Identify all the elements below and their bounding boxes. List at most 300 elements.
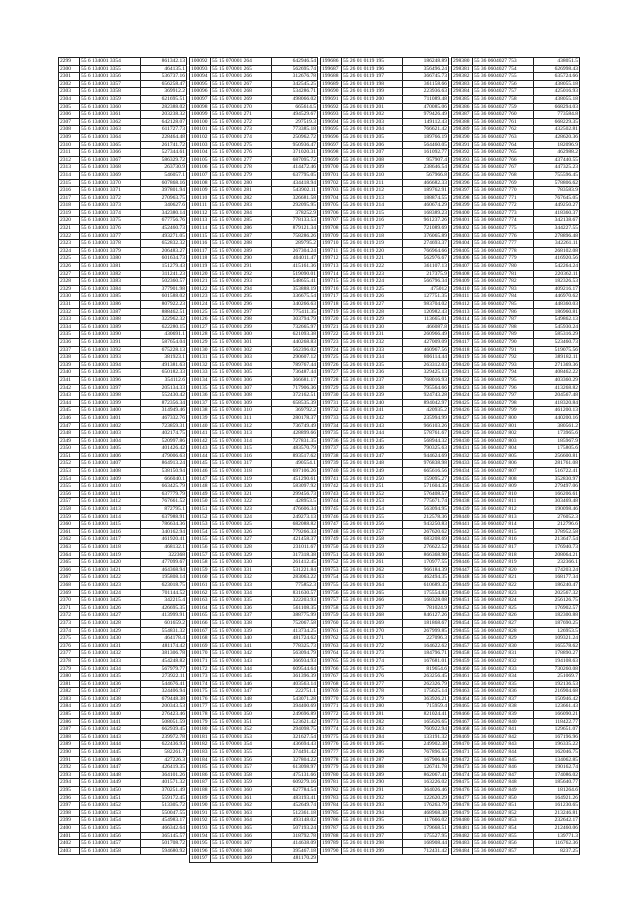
row-value: 983704.02 [403, 301, 449, 309]
row-value: 583097.92 [272, 483, 318, 491]
row-code: 55 15 070001 296 [211, 301, 272, 309]
row-index: 2316 [59, 187, 80, 195]
row-code: 55 6 134001 3456 [80, 832, 141, 840]
table-row [59, 308, 187, 316]
row-code: 55 15 070001 330 [211, 559, 272, 567]
row-index: 199756 [321, 589, 342, 597]
row-code: 55 26 01 0119 208 [342, 156, 403, 164]
row-index: 2341 [59, 376, 80, 384]
row-value: 464135.1 [141, 65, 187, 73]
table-row [59, 263, 187, 271]
row-value: 768016.93 [403, 376, 449, 384]
table-row [190, 202, 318, 210]
row-index: 199784 [321, 802, 342, 810]
row-value: 475131.66 [272, 771, 318, 779]
row-index: 100101 [190, 126, 211, 134]
row-value: 607868.16 [141, 179, 187, 187]
row-index: 298464 [452, 695, 473, 703]
row-code: 55 26 01 0119 253 [342, 498, 403, 506]
row-value: 775671.74 [403, 498, 449, 506]
row-index: 2301 [59, 73, 80, 81]
row-index: 199716 [321, 285, 342, 293]
row-index: 298397 [452, 187, 473, 195]
row-index: 298445 [452, 551, 473, 559]
row-index: 199741 [321, 475, 342, 483]
table-row [321, 430, 449, 438]
row-code: 55 6 134001 3367 [80, 156, 141, 164]
row-value: 477099.67 [141, 559, 187, 567]
table-row [321, 331, 449, 339]
table-row [321, 65, 449, 73]
row-value: 294098.75 [272, 726, 318, 734]
row-index: 199786 [321, 817, 342, 825]
row-code: 55 15 070001 329 [211, 551, 272, 559]
row-code: 55 6 134001 3451 [80, 794, 141, 802]
table-row [321, 779, 449, 787]
row-index: 100124 [190, 301, 211, 309]
row-index: 199734 [321, 422, 342, 430]
row-index: 2394 [59, 779, 80, 787]
row-index: 100119 [190, 263, 211, 271]
row-value: 461920.41 [141, 536, 187, 544]
row-code: 55 6 134001 3422 [80, 574, 141, 582]
row-code: 55 15 070001 343 [211, 657, 272, 665]
row-value: 329425.13 [403, 369, 449, 377]
row-code: 55 6 134001 3409 [80, 475, 141, 483]
row-index: 100122 [190, 285, 211, 293]
row-code: 55 6 134001 3436 [80, 680, 141, 688]
row-code: 55 6 134001 3442 [80, 726, 141, 734]
row-value: 194108.63 [534, 657, 580, 665]
row-value: 174203.24 [534, 566, 580, 574]
row-index: 199707 [321, 217, 342, 225]
row-index: 298388 [452, 118, 473, 126]
row-index: 199781 [321, 779, 342, 787]
row-code: 55 26 01 0119 201 [342, 103, 403, 111]
row-index: 100144 [190, 452, 211, 460]
row-code: 55 26 01 0119 296 [342, 824, 403, 832]
row-index: 199774 [321, 726, 342, 734]
row-index: 100168 [190, 635, 211, 643]
table-row [452, 331, 580, 339]
row-code: 55 26 01 0119 267 [342, 604, 403, 612]
row-index: 2342 [59, 384, 80, 392]
row-index: 100114 [190, 225, 211, 233]
table-row [452, 437, 580, 445]
table-row [190, 642, 318, 650]
table-row [59, 338, 187, 346]
table-row [190, 650, 318, 658]
table-row [59, 764, 187, 772]
row-value: 481724.62 [272, 635, 318, 643]
table-row [190, 232, 318, 240]
row-value: 280178.37 [272, 414, 318, 422]
table-row [59, 490, 187, 498]
row-code: 55 36 0604027 829 [473, 635, 534, 643]
row-code: 55 15 070001 272 [211, 118, 272, 126]
row-value: 381923.1 [141, 354, 187, 362]
row-code: 55 15 070001 283 [211, 202, 272, 210]
table-row [190, 80, 318, 88]
row-code: 55 6 134001 3398 [80, 392, 141, 400]
row-code: 55 6 134001 3453 [80, 809, 141, 817]
table-row [59, 384, 187, 392]
table-row [59, 794, 187, 802]
table-row [452, 483, 580, 491]
row-index: 100159 [190, 566, 211, 574]
row-index: 199740 [321, 468, 342, 476]
table-row [59, 103, 187, 111]
table-row [190, 665, 318, 673]
table-row [321, 255, 449, 263]
table-row [59, 80, 187, 88]
row-index: 199698 [321, 149, 342, 157]
row-value: 418360.37 [534, 209, 580, 217]
row-index: 100190 [190, 802, 211, 810]
table-row [321, 58, 449, 66]
table-row [452, 118, 580, 126]
row-code: 55 26 01 0119 274 [342, 657, 403, 665]
row-value: 760922.94 [403, 726, 449, 734]
row-code: 55 36 0604027 765 [473, 149, 534, 157]
row-value: 778325.73 [272, 642, 318, 650]
table-row [452, 452, 580, 460]
row-code: 55 6 134001 3437 [80, 688, 141, 696]
row-index: 2373 [59, 619, 80, 627]
row-index: 2385 [59, 711, 80, 719]
table-row [321, 536, 449, 544]
row-index: 199776 [321, 741, 342, 749]
row-index: 298394 [452, 164, 473, 172]
row-value: 164921.26 [534, 794, 580, 802]
row-index: 199742 [321, 483, 342, 491]
row-code: 55 6 134001 3373 [80, 202, 141, 210]
row-index: 2403 [59, 847, 80, 855]
row-code: 55 36 0604027 798 [473, 399, 534, 407]
row-value: 613098.97 [272, 764, 318, 772]
row-code: 55 36 0604027 823 [473, 589, 534, 597]
row-index: 100148 [190, 483, 211, 491]
table-row [59, 741, 187, 749]
row-code: 55 36 0604027 760 [473, 111, 534, 119]
table-row [190, 430, 318, 438]
row-code: 55 36 0604027 824 [473, 597, 534, 605]
row-index: 199749 [321, 536, 342, 544]
row-value: 462494.35 [403, 574, 449, 582]
table-row [452, 787, 580, 795]
table-row [59, 779, 187, 787]
row-code: 55 26 01 0119 243 [342, 422, 403, 430]
row-value: 190098.46 [534, 506, 580, 514]
row-value: 149112.43 [403, 118, 449, 126]
row-index: 100158 [190, 559, 211, 567]
row-value: 767661.52 [141, 498, 187, 506]
row-index: 2310 [59, 141, 80, 149]
row-code: 55 15 070001 274 [211, 133, 272, 141]
row-value: 126953.5 [534, 627, 580, 635]
row-value: 394400.69 [272, 703, 318, 711]
row-code: 55 15 070001 359 [211, 779, 272, 787]
row-index: 100116 [190, 240, 211, 248]
row-index: 298389 [452, 126, 473, 134]
row-value: 182096.9 [534, 141, 580, 149]
row-code: 55 36 0604027 849 [473, 787, 534, 795]
table-row [452, 399, 580, 407]
table-row [190, 490, 318, 498]
row-value: 278896.48 [534, 232, 580, 240]
table-row [190, 407, 318, 415]
row-index: 100099 [190, 111, 211, 119]
row-index: 199712 [321, 255, 342, 263]
row-value: 476606.34 [272, 506, 318, 514]
row-code: 55 6 134001 3449 [80, 779, 141, 787]
table-row [452, 627, 580, 635]
row-value: 637988.91 [141, 513, 187, 521]
row-index: 100137 [190, 399, 211, 407]
row-value: 159095.27 [403, 475, 449, 483]
row-index: 2336 [59, 338, 80, 346]
row-index: 100189 [190, 794, 211, 802]
table-row [452, 323, 580, 331]
data-table [451, 57, 580, 855]
table-column-3 [320, 57, 447, 863]
row-value: 567979.77 [141, 665, 187, 673]
row-code: 55 36 0604027 811 [473, 498, 534, 506]
row-index: 100146 [190, 468, 211, 476]
row-code: 55 26 01 0119 215 [342, 209, 403, 217]
table-row [190, 278, 318, 286]
row-index: 199686 [321, 58, 342, 66]
row-index: 2333 [59, 316, 80, 324]
row-code: 55 6 134001 3434 [80, 665, 141, 673]
row-code: 55 6 134001 3399 [80, 399, 141, 407]
row-value: 166090.21 [534, 711, 580, 719]
row-code: 55 26 01 0119 258 [342, 536, 403, 544]
row-code: 55 26 01 0119 212 [342, 187, 403, 195]
row-index: 199721 [321, 323, 342, 331]
row-index: 2324 [59, 247, 80, 255]
row-value: 340627.6 [141, 202, 187, 210]
row-index: 2334 [59, 323, 80, 331]
table-row [59, 88, 187, 96]
table-row [321, 285, 449, 293]
table-row [59, 627, 187, 635]
table-row [190, 346, 318, 354]
row-value: 682088.82 [272, 521, 318, 529]
row-code: 55 6 134001 3380 [80, 255, 141, 263]
row-index: 100095 [190, 80, 211, 88]
table-row [321, 733, 449, 741]
row-code: 55 15 070001 269 [211, 95, 272, 103]
row-value: 872356.34 [141, 399, 187, 407]
row-value: 353888.19 [272, 285, 318, 293]
table-row [59, 528, 187, 536]
table-row [59, 331, 187, 339]
row-code: 55 26 01 0119 280 [342, 703, 403, 711]
table-row [59, 688, 187, 696]
row-index: 2312 [59, 156, 80, 164]
row-index: 298474 [452, 771, 473, 779]
row-value: 290607.12 [272, 354, 318, 362]
row-value: 196335.22 [534, 741, 580, 749]
table-row [190, 263, 318, 271]
row-code: 55 15 070001 319 [211, 475, 272, 483]
row-value: 736487.44 [272, 369, 318, 377]
row-value: 232366.1 [534, 559, 580, 567]
row-value: 464368.94 [141, 566, 187, 574]
row-value: 519075.56 [534, 346, 580, 354]
row-index: 2337 [59, 346, 80, 354]
row-index: 298391 [452, 141, 473, 149]
row-index: 2402 [59, 840, 80, 848]
table-row [59, 133, 187, 141]
row-value: 185967.9 [534, 437, 580, 445]
row-index: 199735 [321, 430, 342, 438]
row-index: 298450 [452, 589, 473, 597]
row-index: 298440 [452, 513, 473, 521]
row-code: 55 36 0604027 806 [473, 460, 534, 468]
table-row [452, 80, 580, 88]
row-value: 397801.94 [141, 187, 187, 195]
table-row [190, 126, 318, 134]
row-index: 2322 [59, 232, 80, 240]
table-row [190, 483, 318, 491]
row-value: 352830.97 [534, 475, 580, 483]
row-value: 8237.25 [534, 847, 580, 855]
row-value: 202567.32 [534, 589, 580, 597]
table-row [321, 657, 449, 665]
row-index: 100153 [190, 521, 211, 529]
row-value: 369912.2 [141, 88, 187, 96]
row-code: 55 6 134001 3428 [80, 619, 141, 627]
row-index: 2379 [59, 665, 80, 673]
row-index: 100149 [190, 490, 211, 498]
row-code: 55 36 0604027 847 [473, 771, 534, 779]
row-code: 55 36 0604027 827 [473, 619, 534, 627]
row-code: 55 6 134001 3354 [80, 58, 141, 66]
row-value: 408462.22 [534, 369, 580, 377]
row-code: 55 15 070001 349 [211, 703, 272, 711]
row-index: 100175 [190, 688, 211, 696]
row-code: 55 36 0604027 844 [473, 749, 534, 757]
row-code: 55 6 134001 3433 [80, 657, 141, 665]
row-index: 100178 [190, 711, 211, 719]
row-value: 190162.74 [534, 764, 580, 772]
row-index: 2387 [59, 726, 80, 734]
row-value: 621093.38 [272, 331, 318, 339]
row-index: 298393 [452, 156, 473, 164]
row-index: 100115 [190, 232, 211, 240]
row-code: 55 36 0604027 769 [473, 179, 534, 187]
row-index: 298422 [452, 376, 473, 384]
row-index: 298482 [452, 832, 473, 840]
row-index: 2386 [59, 718, 80, 726]
row-index: 199728 [321, 376, 342, 384]
data-table [189, 57, 318, 863]
row-index: 298417 [452, 338, 473, 346]
row-index: 298468 [452, 726, 473, 734]
row-index: 298383 [452, 80, 473, 88]
table-row [190, 787, 318, 795]
row-value: 113665.01 [403, 316, 449, 324]
row-index: 100126 [190, 316, 211, 324]
row-index: 199720 [321, 316, 342, 324]
table-row [190, 635, 318, 643]
row-index: 298432 [452, 452, 473, 460]
row-value: 979426.49 [403, 111, 449, 119]
row-value: 623018.75 [141, 581, 187, 589]
row-index: 298412 [452, 301, 473, 309]
row-code: 55 15 070001 369 [211, 855, 272, 863]
table-row [321, 103, 449, 111]
row-value: 779266.33 [272, 528, 318, 536]
row-value: 231011.67 [272, 544, 318, 552]
row-index: 100184 [190, 756, 211, 764]
row-index: 2376 [59, 642, 80, 650]
row-index: 199695 [321, 126, 342, 134]
row-value: 212460.06 [534, 824, 580, 832]
row-index: 2320 [59, 217, 80, 225]
row-index: 100152 [190, 513, 211, 521]
row-value: 208064.21 [534, 551, 580, 559]
row-value: 256600.81 [534, 452, 580, 460]
row-index: 298455 [452, 627, 473, 635]
table-row [59, 657, 187, 665]
table-row [452, 688, 580, 696]
row-value: 260966.49 [403, 331, 449, 339]
table-row [190, 217, 318, 225]
row-index: 199714 [321, 270, 342, 278]
row-index: 100145 [190, 460, 211, 468]
table-row [321, 308, 449, 316]
row-value: 118422.77 [534, 718, 580, 726]
row-index: 298481 [452, 824, 473, 832]
row-value: 354112.6 [141, 376, 187, 384]
row-index: 199766 [321, 665, 342, 673]
row-value: 554831.32 [141, 627, 187, 635]
row-value: 562396.02 [272, 346, 318, 354]
table-row [452, 711, 580, 719]
row-code: 55 15 070001 342 [211, 650, 272, 658]
row-code: 55 15 070001 312 [211, 422, 272, 430]
table-row [452, 217, 580, 225]
table-row [190, 73, 318, 81]
row-index: 298471 [452, 749, 473, 757]
row-index: 298459 [452, 657, 473, 665]
row-code: 55 26 01 0119 266 [342, 597, 403, 605]
row-value: 363926.21 [403, 695, 449, 703]
table-row [190, 824, 318, 832]
table-row [321, 597, 449, 605]
row-code: 55 36 0604027 788 [473, 323, 534, 331]
row-value: 317318.38 [272, 551, 318, 559]
row-code: 55 15 070001 344 [211, 665, 272, 673]
row-value: 213647.54 [534, 536, 580, 544]
row-code: 55 26 01 0119 295 [342, 817, 403, 825]
row-code: 55 6 134001 3376 [80, 225, 141, 233]
row-index: 298396 [452, 179, 473, 187]
row-value: 414638.09 [272, 840, 318, 848]
row-code: 55 6 134001 3431 [80, 642, 141, 650]
row-value: 821024.41 [403, 711, 449, 719]
row-value: 819654.6 [403, 665, 449, 673]
row-value: 767896.55 [403, 749, 449, 757]
row-index: 2318 [59, 202, 80, 210]
row-index: 100094 [190, 73, 211, 81]
row-value: 831630.57 [272, 589, 318, 597]
row-code: 55 15 070001 268 [211, 88, 272, 96]
row-code: 55 36 0604027 839 [473, 711, 534, 719]
